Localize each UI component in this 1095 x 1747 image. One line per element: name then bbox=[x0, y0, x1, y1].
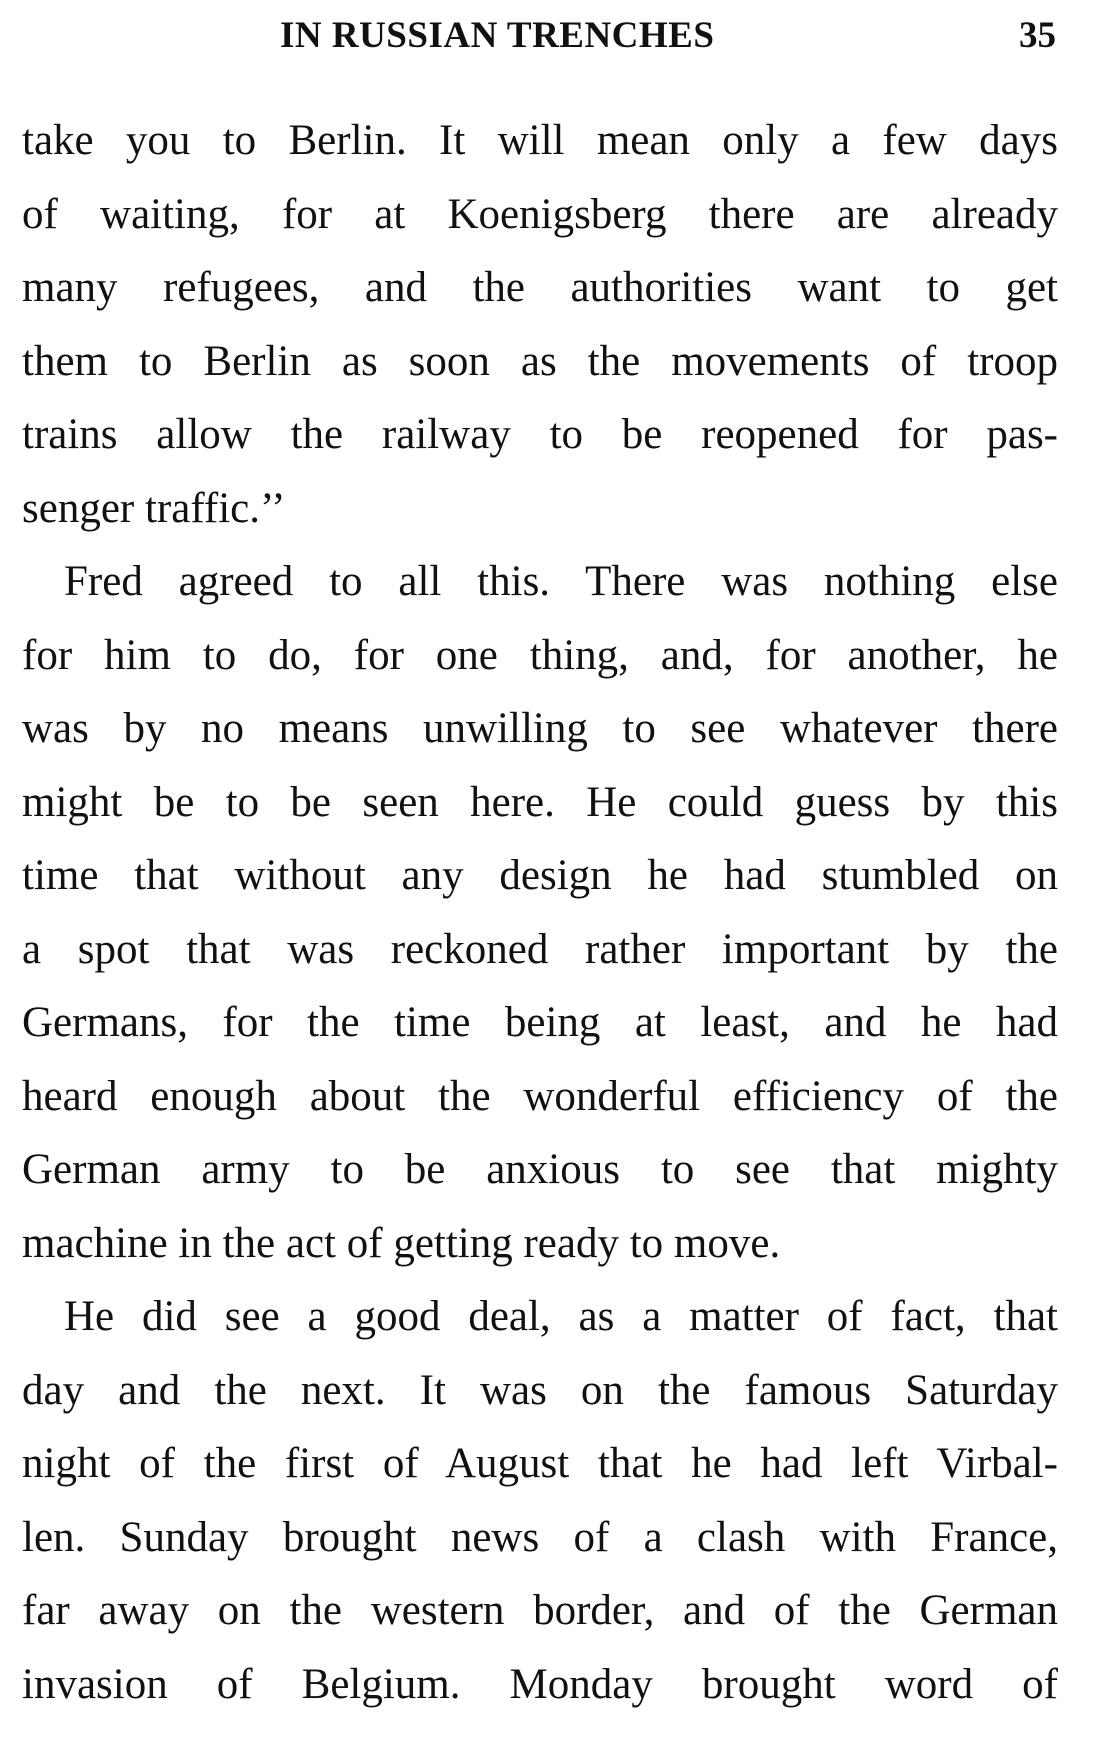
text-line: time that without any design he had stumbled on bbox=[22, 852, 1058, 899]
text-line: invasion of Belgium. Monday brought word of bbox=[22, 1660, 1058, 1708]
text-line: might be to be seen here. He could guess by this bbox=[22, 778, 1058, 826]
text-line: Germans, for the time being at least, and he had bbox=[22, 999, 1058, 1046]
text-line: day and the next. It was on the famous Saturday bbox=[22, 1366, 1058, 1414]
body-text bbox=[22, 104, 1058, 1721]
running-head bbox=[0, 14, 1095, 64]
text-line: many refugees, and the authorities want to get bbox=[22, 264, 1058, 311]
text-line: them to Berlin as soon as the movements of troop bbox=[22, 337, 1058, 385]
text-line: night of the first of August that he had left Virbal- bbox=[22, 1440, 1058, 1487]
text-line: of waiting, for at Koenigsberg there are already bbox=[22, 190, 1058, 238]
text-line: He did see a good deal, as a matter of fact, that bbox=[64, 1293, 1058, 1340]
text-line: trains allow the railway to be reopened for pas- bbox=[22, 411, 1058, 458]
running-title: IN RUSSIAN TRENCHES bbox=[280, 15, 715, 56]
page-number: 35 bbox=[1019, 15, 1056, 56]
text-line: machine in the act of getting ready to move. bbox=[22, 1219, 781, 1267]
text-line: senger traffic.’’ bbox=[22, 484, 286, 532]
text-line: len. Sunday brought news of a clash with France, bbox=[22, 1513, 1058, 1561]
text-line: far away on the western border, and of the German bbox=[22, 1587, 1058, 1634]
text-line: was by no means unwilling to see whatever there bbox=[22, 705, 1058, 752]
text-line: for him to do, for one thing, and, for another, he bbox=[22, 631, 1058, 679]
text-line: take you to Berlin. It will mean only a few days bbox=[22, 117, 1058, 164]
text-line: Fred agreed to all this. There was nothing else bbox=[64, 558, 1058, 605]
text-line: heard enough about the wonderful efficiency of the bbox=[22, 1072, 1058, 1120]
text-line: a spot that was reckoned rather important by the bbox=[22, 925, 1058, 973]
text-line: German army to be anxious to see that mighty bbox=[22, 1146, 1058, 1193]
